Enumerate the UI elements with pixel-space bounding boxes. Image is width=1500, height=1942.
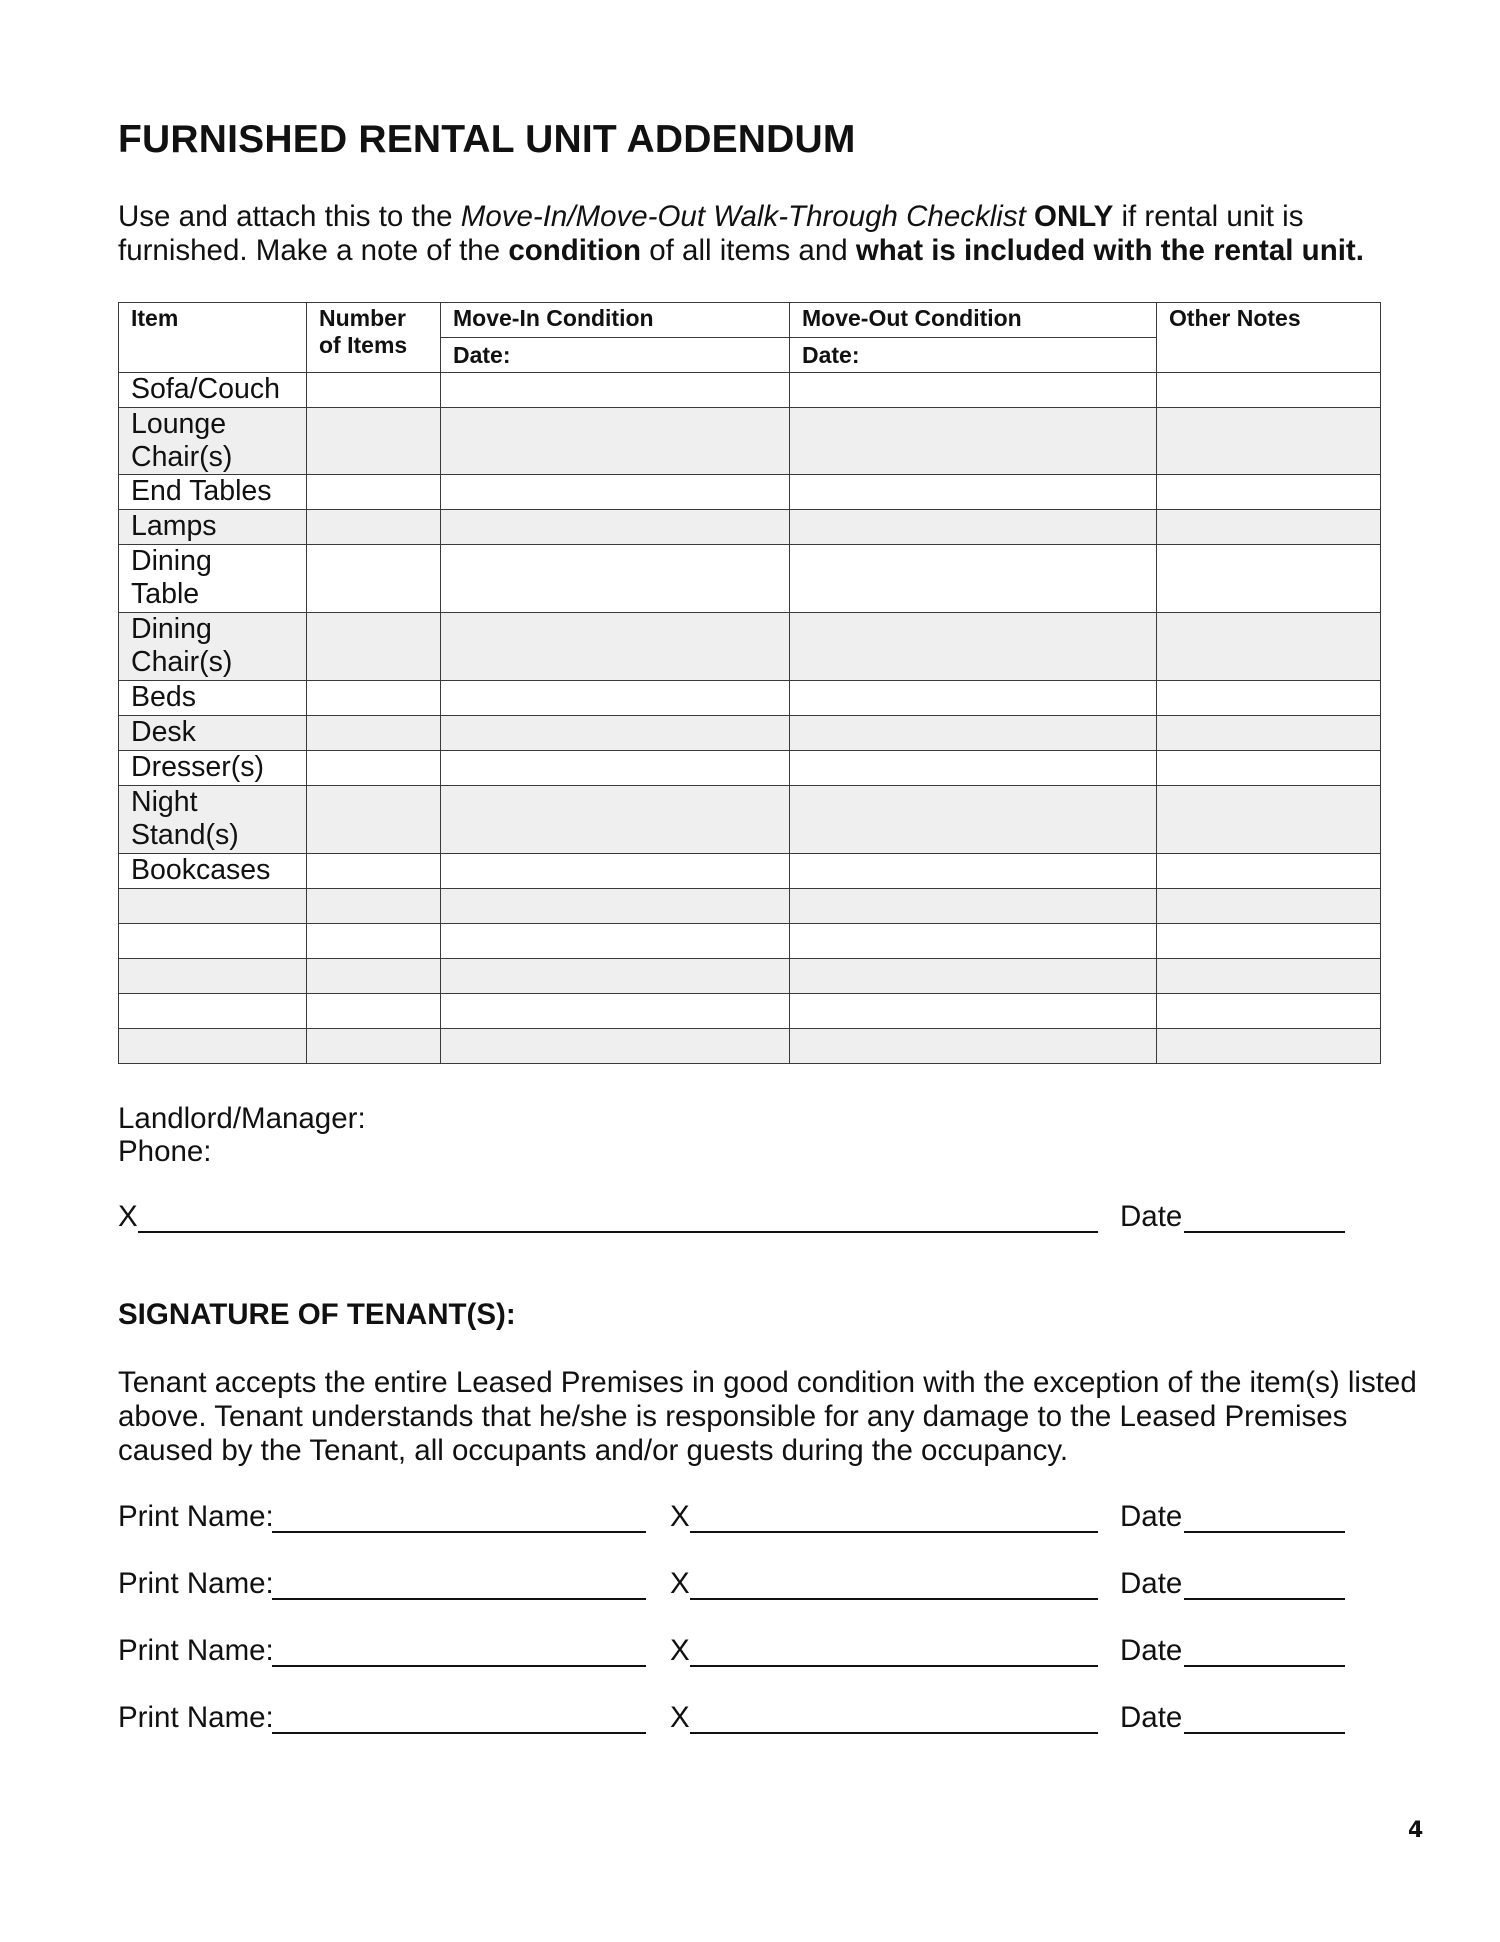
notes-cell[interactable] <box>1157 716 1381 751</box>
notes-cell[interactable] <box>1157 959 1381 994</box>
intro-paragraph <box>118 200 1418 268</box>
move-out-cell[interactable] <box>790 854 1157 889</box>
number-cell[interactable] <box>307 510 441 545</box>
move-out-cell[interactable] <box>790 959 1157 994</box>
move-in-cell[interactable] <box>441 716 790 751</box>
table-row <box>119 924 1381 959</box>
notes-cell[interactable] <box>1157 786 1381 854</box>
tenant-date-label: Date <box>1120 1701 1183 1734</box>
tenant-statement: Tenant accepts the entire Leased Premises in good condition with the exception of the item(s) listed above. Tenant understands that he/she is responsible for any damage to the Leased Premises caused by the Tenant, all occupants and/or guests during the occupancy. <box>118 1366 1417 1467</box>
move-in-date-label[interactable]: Date: <box>441 338 790 373</box>
move-in-cell[interactable] <box>441 959 790 994</box>
notes-cell[interactable] <box>1157 681 1381 716</box>
table-header-row <box>119 303 1381 338</box>
move-in-cell[interactable] <box>441 475 790 510</box>
move-in-cell[interactable] <box>441 613 790 681</box>
notes-cell[interactable] <box>1157 924 1381 959</box>
landlord-x-mark: X <box>118 1200 138 1233</box>
move-out-cell[interactable] <box>790 924 1157 959</box>
notes-cell[interactable] <box>1157 373 1381 408</box>
intro-only: ONLY <box>1025 200 1114 233</box>
number-cell[interactable] <box>307 545 441 613</box>
table-row <box>119 751 1381 786</box>
move-out-cell[interactable] <box>790 889 1157 924</box>
table-row <box>119 854 1381 889</box>
tenant-date-label: Date <box>1120 1567 1183 1600</box>
tenant-x-mark: X <box>670 1500 690 1533</box>
number-cell[interactable] <box>307 681 441 716</box>
item-cell[interactable] <box>119 959 307 994</box>
item-cell: Sofa/Couch <box>119 373 307 408</box>
header-number-of-items: Number of Items <box>307 303 441 373</box>
item-cell: Lamps <box>119 510 307 545</box>
print-name-label: Print Name: <box>118 1634 274 1667</box>
item-cell: End Tables <box>119 475 307 510</box>
item-cell: Dining Table <box>119 545 307 613</box>
table-row <box>119 408 1381 475</box>
move-out-cell[interactable] <box>790 1029 1157 1064</box>
furnishings-table <box>118 302 1381 1064</box>
table-row <box>119 1029 1381 1064</box>
move-in-cell[interactable] <box>441 854 790 889</box>
print-name-label: Print Name: <box>118 1500 274 1533</box>
table-row <box>119 510 1381 545</box>
notes-cell[interactable] <box>1157 510 1381 545</box>
notes-cell[interactable] <box>1157 613 1381 681</box>
move-out-cell[interactable] <box>790 373 1157 408</box>
page-title: FURNISHED RENTAL UNIT ADDENDUM <box>118 118 856 161</box>
print-name-line[interactable] <box>272 1665 646 1667</box>
tenant-date-label: Date <box>1120 1634 1183 1667</box>
move-in-cell[interactable] <box>441 1029 790 1064</box>
move-in-cell[interactable] <box>441 373 790 408</box>
tenant-signature-line[interactable] <box>690 1531 1098 1533</box>
table-row <box>119 889 1381 924</box>
move-in-cell[interactable] <box>441 786 790 854</box>
number-cell[interactable] <box>307 959 441 994</box>
tenant-x-mark: X <box>670 1701 690 1734</box>
move-in-cell[interactable] <box>441 545 790 613</box>
page-number: 4 <box>1408 1818 1424 1843</box>
item-cell[interactable] <box>119 889 307 924</box>
table-row <box>119 373 1381 408</box>
tenant-signature-heading: SIGNATURE OF TENANT(S): <box>118 1298 516 1331</box>
number-cell[interactable] <box>307 889 441 924</box>
header-item: Item <box>119 303 307 373</box>
intro-included: what is included with the rental unit. <box>855 234 1364 267</box>
phone-label: Phone: <box>118 1135 212 1168</box>
tenant-date-line[interactable] <box>1184 1598 1345 1600</box>
move-out-cell[interactable] <box>790 613 1157 681</box>
notes-cell[interactable] <box>1157 994 1381 1029</box>
notes-cell[interactable] <box>1157 545 1381 613</box>
landlord-date-label: Date <box>1120 1200 1183 1233</box>
move-in-cell[interactable] <box>441 408 790 475</box>
landlord-label: Landlord/Manager: <box>118 1102 366 1135</box>
intro-text-2: if rental unit is furnished. Make a note of the <box>118 200 1304 267</box>
move-in-cell[interactable] <box>441 924 790 959</box>
number-cell[interactable] <box>307 786 441 854</box>
notes-cell[interactable] <box>1157 889 1381 924</box>
number-cell[interactable] <box>307 924 441 959</box>
move-out-cell[interactable] <box>790 475 1157 510</box>
notes-cell[interactable] <box>1157 1029 1381 1064</box>
notes-cell[interactable] <box>1157 751 1381 786</box>
tenant-signature-line[interactable] <box>690 1732 1098 1734</box>
move-in-cell[interactable] <box>441 510 790 545</box>
tenant-date-line[interactable] <box>1184 1531 1345 1533</box>
tenant-date-line[interactable] <box>1184 1665 1345 1667</box>
print-name-line[interactable] <box>272 1531 646 1533</box>
intro-text-3: of all items and <box>641 234 856 267</box>
number-cell[interactable] <box>307 716 441 751</box>
table-row <box>119 994 1381 1029</box>
move-out-cell[interactable] <box>790 510 1157 545</box>
tenant-signature-line[interactable] <box>690 1598 1098 1600</box>
table-row <box>119 475 1381 510</box>
checklist-name: Move-In/Move-Out Walk-Through Checklist <box>460 200 1026 233</box>
move-in-cell[interactable] <box>441 751 790 786</box>
intro-text-1: Use and attach this to the <box>118 200 461 233</box>
item-cell[interactable] <box>119 924 307 959</box>
item-cell: Bookcases <box>119 854 307 889</box>
tenant-x-mark: X <box>670 1567 690 1600</box>
print-name-label: Print Name: <box>118 1701 274 1734</box>
move-out-cell[interactable] <box>790 716 1157 751</box>
print-name-line[interactable] <box>272 1732 646 1734</box>
move-out-date-label[interactable]: Date: <box>790 338 1157 373</box>
move-out-cell[interactable] <box>790 751 1157 786</box>
number-cell[interactable] <box>307 373 441 408</box>
move-out-cell[interactable] <box>790 408 1157 475</box>
notes-cell[interactable] <box>1157 408 1381 475</box>
header-other-notes: Other Notes <box>1157 303 1381 373</box>
move-out-cell[interactable] <box>790 994 1157 1029</box>
move-out-cell[interactable] <box>790 545 1157 613</box>
move-in-cell[interactable] <box>441 681 790 716</box>
header-move-out-condition: Move-Out Condition <box>790 303 1157 338</box>
move-in-cell[interactable] <box>441 889 790 924</box>
item-cell: Beds <box>119 681 307 716</box>
tenant-date-line[interactable] <box>1184 1732 1345 1734</box>
tenant-signature-line[interactable] <box>690 1665 1098 1667</box>
item-cell: Dresser(s) <box>119 751 307 786</box>
landlord-date-line[interactable] <box>1184 1231 1345 1233</box>
number-cell[interactable] <box>307 475 441 510</box>
move-out-cell[interactable] <box>790 786 1157 854</box>
notes-cell[interactable] <box>1157 854 1381 889</box>
tenant-date-label: Date <box>1120 1500 1183 1533</box>
table-row <box>119 959 1381 994</box>
item-cell: Dining Chair(s) <box>119 613 307 681</box>
table-row <box>119 681 1381 716</box>
number-cell[interactable] <box>307 1029 441 1064</box>
intro-condition: condition <box>508 234 642 267</box>
move-out-cell[interactable] <box>790 681 1157 716</box>
table-row <box>119 786 1381 854</box>
number-cell[interactable] <box>307 408 441 475</box>
move-in-cell[interactable] <box>441 994 790 1029</box>
tenant-x-mark: X <box>670 1634 690 1667</box>
table-row <box>119 613 1381 681</box>
notes-cell[interactable] <box>1157 475 1381 510</box>
item-cell: Lounge Chair(s) <box>119 408 307 475</box>
item-cell[interactable] <box>119 1029 307 1064</box>
item-cell[interactable] <box>119 994 307 1029</box>
header-move-in-condition: Move-In Condition <box>441 303 790 338</box>
number-cell[interactable] <box>307 854 441 889</box>
print-name-line[interactable] <box>272 1598 646 1600</box>
table-row <box>119 716 1381 751</box>
print-name-label: Print Name: <box>118 1567 274 1600</box>
number-cell[interactable] <box>307 613 441 681</box>
number-cell[interactable] <box>307 751 441 786</box>
item-cell: Night Stand(s) <box>119 786 307 854</box>
table-row <box>119 545 1381 613</box>
landlord-signature-line[interactable] <box>138 1231 1098 1233</box>
number-cell[interactable] <box>307 994 441 1029</box>
item-cell: Desk <box>119 716 307 751</box>
